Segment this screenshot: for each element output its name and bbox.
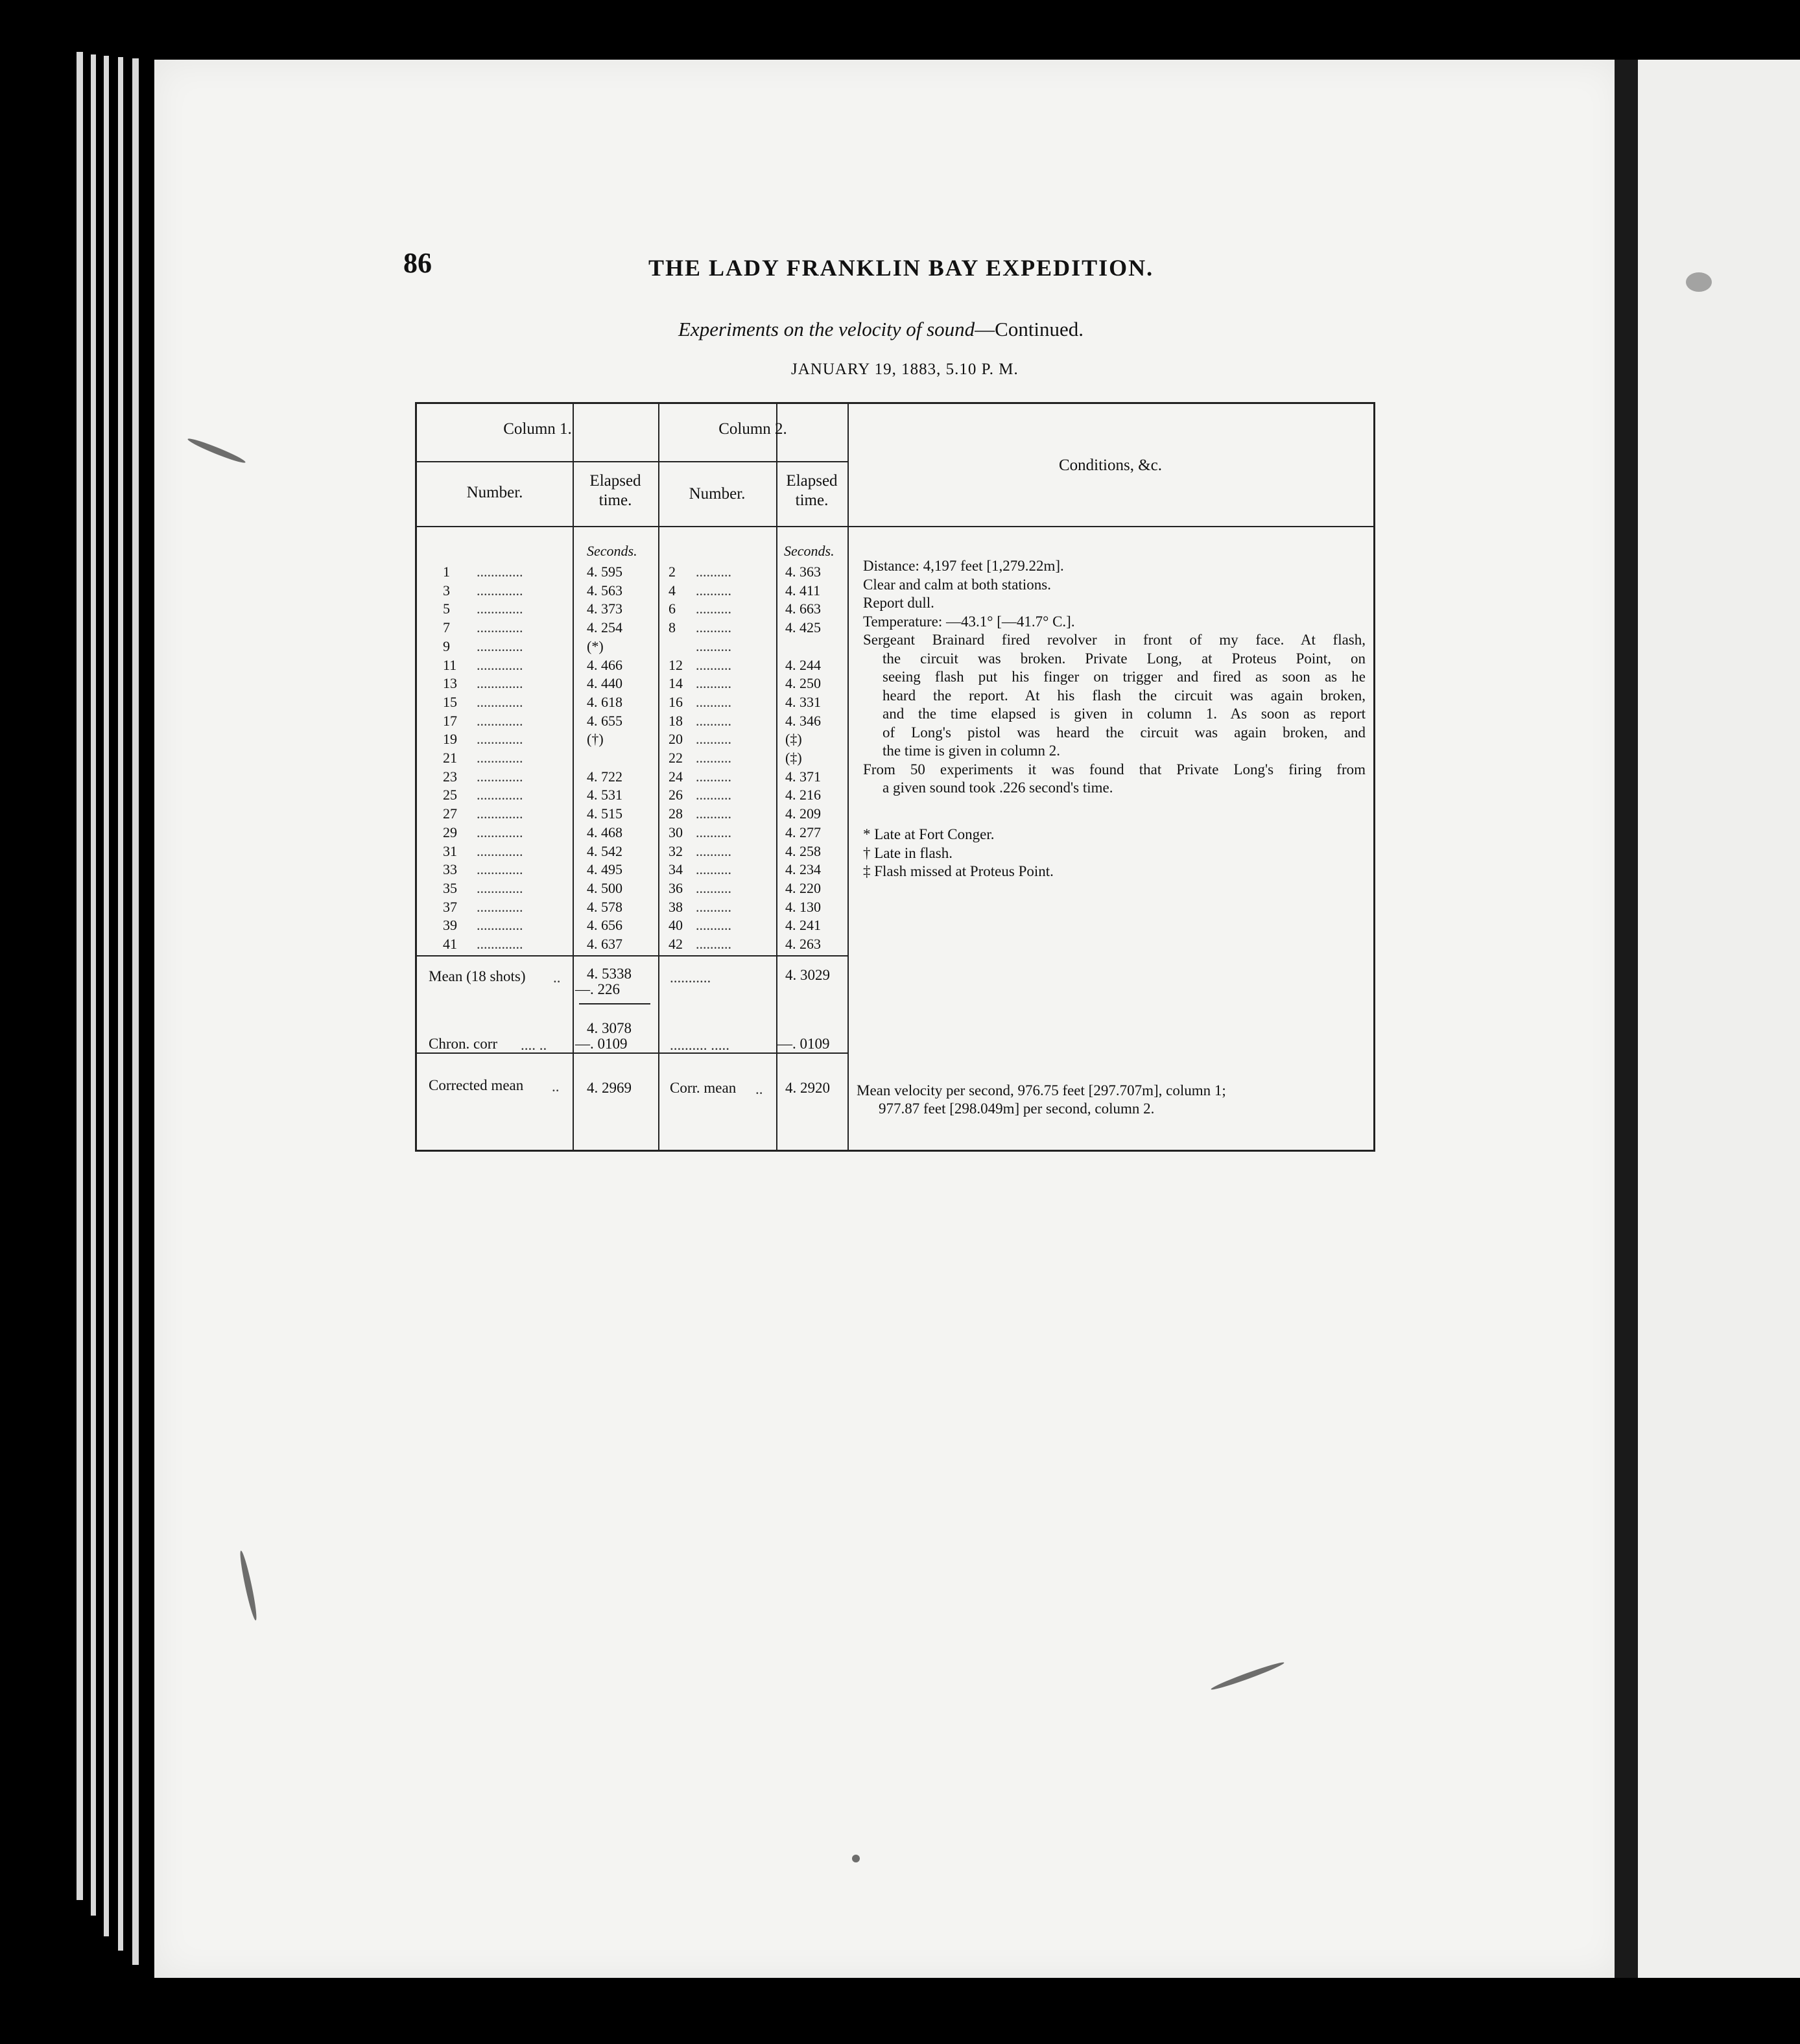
elapsed-col2: (‡) [785, 750, 802, 766]
row-number-col2: 2 [669, 564, 676, 580]
leader-dots: ............. [477, 638, 523, 654]
condition-line: of Long's pistol was heard the circuit was again broken, and [882, 724, 1366, 741]
elapsed-header-line2: time. [598, 492, 632, 509]
elapsed-col2: 4. 220 [785, 880, 821, 896]
page-edge-stack [77, 52, 83, 1900]
leader-dots: .......... [696, 694, 731, 710]
rule [573, 404, 574, 1150]
row-number-col2: 32 [669, 843, 683, 859]
row-number-col2: 16 [669, 694, 683, 710]
row-number-col2: 22 [669, 750, 683, 766]
leader-dots: ............. [477, 694, 523, 710]
elapsed-col1: 4. 440 [587, 675, 622, 691]
velocity-table [415, 402, 1375, 1152]
condition-line: Distance: 4,197 feet [1,279.22m]. [863, 558, 1064, 574]
condition-line: From 50 experiments it was found that Private Long's firing from [863, 761, 1366, 778]
leader-dots: .......... [696, 824, 731, 840]
leader-dots: ............. [477, 657, 523, 673]
elapsed-col2: 4. 241 [785, 917, 821, 933]
page-edge-stack [132, 58, 139, 1965]
page-number: 86 [403, 247, 432, 279]
elapsed-col1: 4. 500 [587, 880, 622, 896]
velocity-line-1: Mean velocity per second, 976.75 feet [297.707m], column 1; [857, 1082, 1226, 1099]
row-number-col2: 6 [669, 600, 676, 617]
leader-dots: ............. [477, 843, 523, 859]
scan-smudge [852, 1855, 860, 1862]
corr-mean-value: 4. 2920 [785, 1080, 830, 1096]
row-number-col1: 27 [443, 805, 457, 822]
leader-dots: .......... [696, 713, 731, 729]
elapsed-header-line2: time. [795, 492, 829, 509]
leader-dots: ............. [477, 899, 523, 915]
leader-dots: ............. [477, 787, 523, 803]
elapsed-col1: 4. 254 [587, 619, 622, 636]
condition-line: seeing flash put his finger on trigger and fired as soon as he [882, 669, 1366, 685]
row-number-col1: 31 [443, 843, 457, 859]
chron-value-1: —. 0109 [575, 1036, 628, 1052]
leader-dots: ............. [477, 600, 523, 617]
elapsed-col1: 4. 722 [587, 768, 622, 785]
leader-dots: .......... [696, 638, 731, 654]
condition-line: Sergeant Brainard fired revolver in front of my face. At flash, [863, 632, 1366, 648]
row-number-col1: 17 [443, 713, 457, 729]
leader-dots: .......... [696, 936, 731, 952]
elapsed-header-line1: Elapsed [589, 472, 641, 490]
book-gutter [1615, 60, 1638, 1978]
chron-label: Chron. corr [429, 1036, 498, 1052]
row-number-col1: 29 [443, 824, 457, 840]
leader-dots: .......... [696, 787, 731, 803]
row-number-col1: 13 [443, 675, 457, 691]
leader-dots: .......... [696, 750, 731, 766]
leader-dots: .......... [696, 917, 731, 933]
condition-line: a given sound took .226 second's time. [882, 779, 1113, 796]
row-number-col1: 5 [443, 600, 450, 617]
elapsed-col2: 4. 346 [785, 713, 821, 729]
column-2-header: Column 2. [718, 420, 787, 438]
row-number-col2: 8 [669, 619, 676, 636]
row-number-col2: 36 [669, 880, 683, 896]
elapsed-col2: 4. 277 [785, 824, 821, 840]
row-number-col1: 3 [443, 582, 450, 599]
mean-label: Mean (18 shots) [429, 968, 526, 984]
leader-dots: .......... [696, 861, 731, 877]
elapsed-col1: 4. 373 [587, 600, 622, 617]
row-number-col1: 19 [443, 731, 457, 747]
leader-dots: .......... [696, 899, 731, 915]
leader-dots: .......... [696, 731, 731, 747]
rule [847, 404, 849, 1150]
mean-correction: —. 226 [575, 981, 620, 997]
elapsed-col2: 4. 263 [785, 936, 821, 952]
scan-smudge [1686, 272, 1712, 292]
seconds-label-2: Seconds. [784, 543, 835, 559]
page-edge-stack [91, 54, 96, 1916]
running-head: THE LADY FRANKLIN BAY EXPEDITION. [648, 255, 1154, 281]
row-number-col1: 35 [443, 880, 457, 896]
elapsed-col1: 4. 618 [587, 694, 622, 710]
elapsed-col2: 4. 363 [785, 564, 821, 580]
leader-dots: .......... [696, 582, 731, 599]
elapsed-col2: 4. 244 [785, 657, 821, 673]
leader-dots: ............. [477, 731, 523, 747]
leader-dots: ............. [477, 619, 523, 636]
elapsed-col1: (†) [587, 731, 604, 747]
rule [579, 1003, 650, 1004]
leader-dots: .... .. [521, 1037, 547, 1053]
footnote: ‡ Flash missed at Proteus Point. [863, 863, 1054, 879]
leader-dots: .. [553, 969, 561, 986]
elapsed-col1: 4. 578 [587, 899, 622, 915]
elapsed-col2: 4. 209 [785, 805, 821, 822]
elapsed-col2: 4. 216 [785, 787, 821, 803]
row-number-col1: 33 [443, 861, 457, 877]
leader-dots: ............. [477, 768, 523, 785]
condition-line: Clear and calm at both stations. [863, 576, 1051, 593]
row-number-col1: 7 [443, 619, 450, 636]
condition-line: heard the report. At his flash the circuit was again broken, [882, 687, 1366, 704]
mean-col2: 4. 3029 [785, 967, 830, 983]
row-number-col2: 42 [669, 936, 683, 952]
row-number-col2: 18 [669, 713, 683, 729]
condition-line: Temperature: —43.1° [—41.7° C.]. [863, 613, 1075, 630]
leader-dots: .......... [696, 600, 731, 617]
elapsed-col1: 4. 468 [587, 824, 622, 840]
row-number-col1: 11 [443, 657, 457, 673]
leader-dots: ........... [670, 969, 711, 986]
elapsed-col2: 4. 425 [785, 619, 821, 636]
condition-line: and the time elapsed is given in column 1. As soon as report [882, 706, 1366, 722]
elapsed-col1: 4. 466 [587, 657, 622, 673]
row-number-col2: 14 [669, 675, 683, 691]
table-caption [678, 318, 1084, 341]
rule [658, 404, 659, 1150]
elapsed-col1: 4. 637 [587, 936, 622, 952]
leader-dots: ............. [477, 861, 523, 877]
elapsed-col1: 4. 595 [587, 564, 622, 580]
leader-dots: ............. [477, 824, 523, 840]
leader-dots: ............. [477, 713, 523, 729]
elapsed-col2: 4. 411 [785, 582, 821, 599]
elapsed-col1: 4. 531 [587, 787, 622, 803]
number-header-2: Number. [689, 485, 746, 503]
rule [417, 526, 1373, 527]
corr-mean-label: Corr. mean [670, 1080, 737, 1096]
elapsed-col1: 4. 563 [587, 582, 622, 599]
leader-dots: .......... [696, 880, 731, 896]
conditions-text [863, 557, 1366, 798]
leader-dots: .. [755, 1081, 763, 1097]
seconds-label-1: Seconds. [587, 543, 637, 559]
caption-continued: —Continued. [975, 318, 1084, 340]
row-number-col1: 37 [443, 899, 457, 915]
elapsed-col1: (*) [587, 638, 604, 654]
elapsed-col2: 4. 331 [785, 694, 821, 710]
elapsed-col2: 4. 234 [785, 861, 821, 877]
footnote: † Late in flash. [863, 844, 953, 861]
condition-line: Report dull. [863, 595, 934, 611]
elapsed-col1: 4. 495 [587, 861, 622, 877]
leader-dots: ............. [477, 917, 523, 933]
facing-page-edge [1638, 60, 1800, 1978]
row-number-col1: 41 [443, 936, 457, 952]
elapsed-col2: 4. 371 [785, 768, 821, 785]
elapsed-col2: 4. 250 [785, 675, 821, 691]
corrected-label: Corrected mean [429, 1077, 524, 1093]
chron-value-2: —. 0109 [777, 1036, 830, 1052]
date-line: JANUARY 19, 1883, 5.10 P. M. [791, 361, 1019, 378]
adjusted-value: 4. 3078 [587, 1020, 632, 1036]
row-number-col1: 1 [443, 564, 450, 580]
caption-italic: Experiments on the velocity of sound [678, 318, 975, 340]
column-1-header: Column 1. [503, 420, 572, 438]
row-number-col2: 38 [669, 899, 683, 915]
row-number-col2: 24 [669, 768, 683, 785]
leader-dots: ............. [477, 880, 523, 896]
elapsed-col2: 4. 130 [785, 899, 821, 915]
row-number-col2: 34 [669, 861, 683, 877]
row-number-col1: 21 [443, 750, 457, 766]
row-number-col1: 23 [443, 768, 457, 785]
elapsed-col2: 4. 663 [785, 600, 821, 617]
leader-dots: .......... [696, 657, 731, 673]
elapsed-col2: (‡) [785, 731, 802, 747]
row-number-col2: 30 [669, 824, 683, 840]
leader-dots: .......... [696, 564, 731, 580]
leader-dots: .......... [696, 768, 731, 785]
leader-dots: ............. [477, 936, 523, 952]
footnotes [863, 826, 1054, 881]
row-number-col2: 28 [669, 805, 683, 822]
rule [417, 461, 847, 462]
leader-dots: ............. [477, 564, 523, 580]
elapsed-col1: 4. 656 [587, 917, 622, 933]
elapsed-col1: 4. 515 [587, 805, 622, 822]
leader-dots: .......... [696, 619, 731, 636]
condition-line: the circuit was broken. Private Long, at Proteus Point, on [882, 650, 1366, 667]
conditions-header: Conditions, &c. [1058, 457, 1163, 474]
mean-value: 4. 5338 [587, 966, 632, 982]
leader-dots: ............. [477, 750, 523, 766]
row-number-col1: 15 [443, 694, 457, 710]
number-header-1: Number. [466, 484, 523, 501]
condition-line: the time is given in column 2. [882, 743, 1061, 759]
elapsed-col1: 4. 542 [587, 843, 622, 859]
row-number-col1: 9 [443, 638, 450, 654]
elapsed-col1: 4. 655 [587, 713, 622, 729]
leader-dots: .. [552, 1078, 560, 1095]
row-number-col1: 39 [443, 917, 457, 933]
corrected-value: 4. 2969 [587, 1080, 632, 1096]
elapsed-header-2 [776, 471, 847, 510]
leader-dots: ............. [477, 805, 523, 822]
leader-dots: .......... ..... [670, 1037, 729, 1053]
leader-dots: ............. [477, 675, 523, 691]
rule [417, 955, 847, 957]
footnote: * Late at Fort Conger. [863, 826, 995, 842]
leader-dots: .......... [696, 805, 731, 822]
row-number-col1: 25 [443, 787, 457, 803]
row-number-col2: 12 [669, 657, 683, 673]
page-edge-stack [104, 56, 109, 1936]
page-edge-stack [118, 57, 123, 1951]
row-number-col2: 4 [669, 582, 676, 599]
elapsed-header-line1: Elapsed [786, 472, 838, 490]
row-number-col2: 20 [669, 731, 683, 747]
leader-dots: .......... [696, 843, 731, 859]
elapsed-header-1 [573, 471, 658, 510]
leader-dots: .......... [696, 675, 731, 691]
row-number-col2: 40 [669, 917, 683, 933]
velocity-line-2: 977.87 feet [298.049m] per second, column 2. [879, 1100, 1155, 1117]
elapsed-col2: 4. 258 [785, 843, 821, 859]
leader-dots: ............. [477, 582, 523, 599]
row-number-col2: 26 [669, 787, 683, 803]
